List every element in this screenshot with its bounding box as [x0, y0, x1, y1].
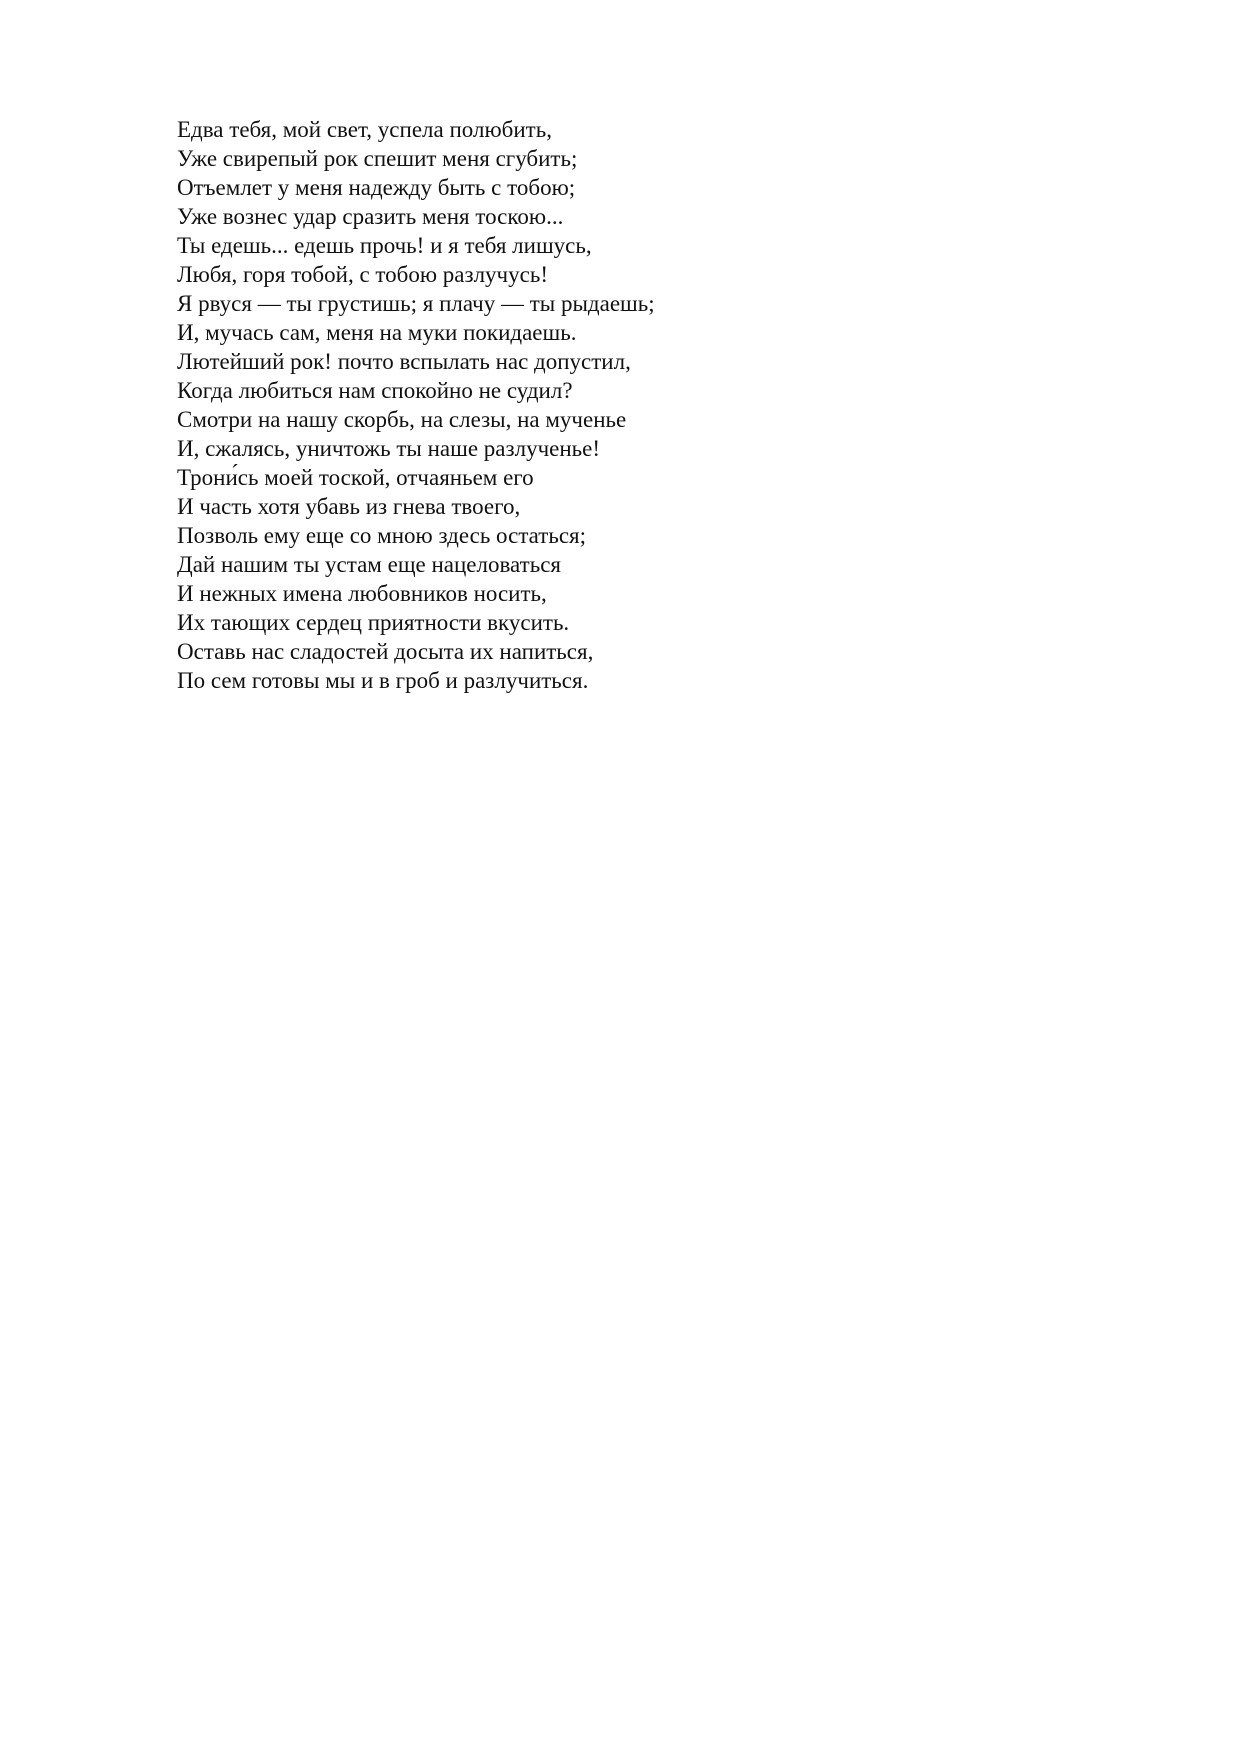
poem-line: Любя, горя тобой, с тобою разлучусь! — [177, 262, 548, 287]
poem-line: Оставь нас сладостей досыта их напиться, — [177, 639, 594, 664]
poem-line: По сем готовы мы и в гроб и разлучиться. — [177, 668, 589, 693]
poem-line: Дай нашим ты устам еще нацеловаться — [177, 552, 561, 577]
poem-line: Их тающих сердец приятности вкусить. — [177, 610, 570, 635]
poem-line: Уже свирепый рок спешит меня сгубить; — [177, 146, 578, 171]
poem-text — [177, 115, 655, 695]
poem-line: Позволь ему еще со мною здесь остаться; — [177, 523, 587, 548]
poem-line: И часть хотя убавь из гнева твоего, — [177, 494, 521, 519]
poem-line: Смотри на нашу скорбь, на слезы, на мученье — [177, 407, 627, 432]
poem-line: Уже вознес удар сразить меня тоскою... — [177, 204, 564, 229]
poem-line: И, сжалясь, уничтожь ты наше разлученье! — [177, 436, 601, 461]
poem-line: И, мучась сам, меня на муки покидаешь. — [177, 320, 577, 345]
poem-line: И нежных имена любовников носить, — [177, 581, 547, 606]
poem-line: Едва тебя, мой свет, успела полюбить, — [177, 117, 552, 142]
poem-line: Когда любиться нам спокойно не судил? — [177, 378, 573, 403]
poem-line: Ты едешь... едешь прочь! и я тебя лишусь, — [177, 233, 592, 258]
poem-line: Отъемлет у меня надежду быть с тобою; — [177, 175, 576, 200]
poem-line: Я рвуся — ты грустишь; я плачу — ты рыдаешь; — [177, 291, 655, 316]
poem-line: Трони́сь моей тоской, отчаяньем его — [177, 465, 534, 490]
poem-line: Лютейший рок! почто вспылать нас допустил, — [177, 349, 631, 374]
